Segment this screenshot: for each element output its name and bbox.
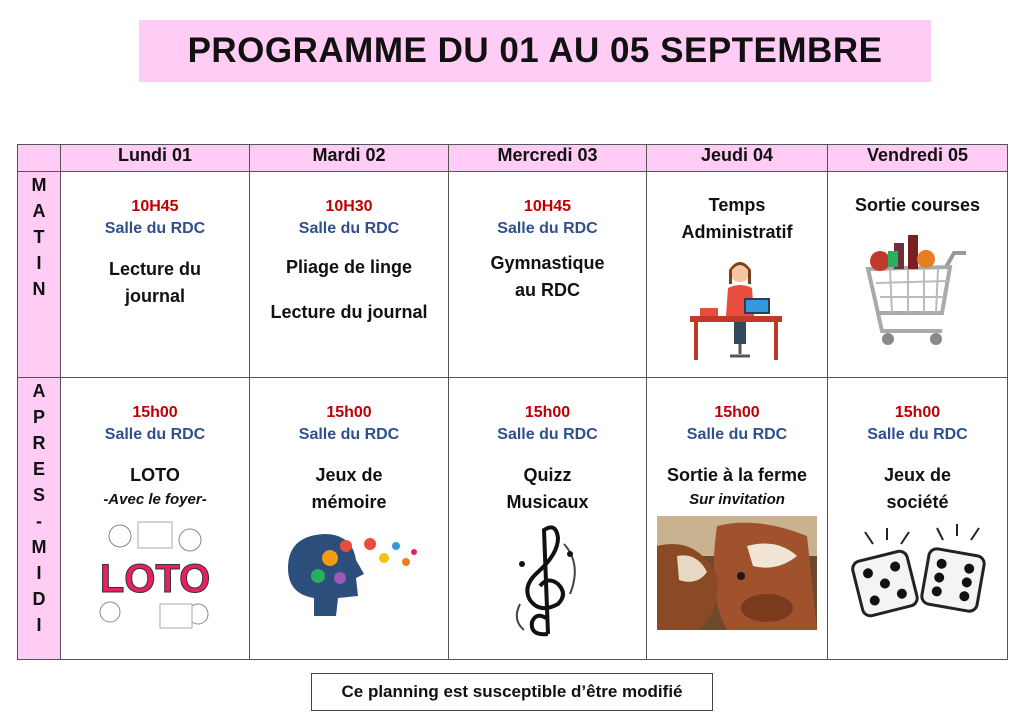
activity-name: Sortie courses: [854, 195, 981, 215]
activity-time: 10H45: [523, 198, 572, 215]
activity-name: mémoire: [311, 492, 387, 512]
activity-name: Musicaux: [506, 492, 589, 512]
activity-time: 15h00: [524, 404, 571, 421]
activity-note: -Avec le foyer-: [103, 491, 207, 508]
period-letter: P: [32, 407, 45, 427]
shopping-cart-icon: [858, 227, 978, 351]
activity-room: Salle du RDC: [298, 426, 400, 443]
activity-name: Administratif: [681, 222, 793, 242]
activity-time: 15h00: [894, 404, 941, 421]
activity-name: Sortie à la ferme: [666, 465, 808, 485]
day-header-monday: Lundi 01: [61, 145, 250, 172]
loto-picture-text: LOTO: [99, 557, 211, 601]
title-banner: [139, 20, 931, 82]
activity-time: 15h00: [326, 404, 372, 421]
activity-name: journal: [124, 286, 185, 306]
activity-time: 15h00: [132, 404, 178, 421]
page-title: PROGRAMME DU 01 AU 05 SEPTEMBRE: [187, 31, 883, 70]
activity-room: Salle du RDC: [298, 220, 400, 237]
cell-friday-morning: [828, 172, 1008, 378]
loto-icon: [90, 516, 220, 636]
activity-room: Salle du RDC: [867, 426, 968, 443]
cell-friday-afternoon: [828, 378, 1008, 660]
period-letter: A: [32, 381, 46, 401]
period-letter: I: [36, 253, 42, 273]
period-letter: N: [32, 279, 46, 299]
period-letter: M: [31, 175, 47, 195]
morning-row: [18, 172, 1008, 378]
brain-gears-icon: [274, 524, 424, 624]
treble-clef-icon: [508, 524, 588, 642]
activity-name: Gymnastique: [490, 253, 605, 273]
activity-name: au RDC: [514, 280, 580, 300]
activity-room: Salle du RDC: [104, 426, 206, 443]
period-letter: E: [32, 459, 45, 479]
activity-time: 10H30: [325, 198, 373, 215]
activity-name: Jeux de: [315, 465, 383, 485]
activity-room: Salle du RDC: [497, 426, 598, 443]
activity-room: Salle du RDC: [104, 220, 206, 237]
cow-photo: [657, 516, 817, 630]
schedule-table: [17, 144, 1008, 660]
day-header-tuesday: Mardi 02: [250, 145, 449, 172]
period-label-morning: [18, 172, 61, 378]
period-letter: -: [36, 511, 42, 531]
period-letter: A: [32, 201, 46, 221]
activity-time: 10H45: [131, 198, 179, 215]
office-worker-icon: [682, 254, 792, 364]
period-letter: M: [31, 537, 47, 557]
day-header-friday: Vendredi 05: [828, 145, 1008, 172]
footer-notice: Ce planning est susceptible d’être modifié: [311, 673, 713, 711]
activity-name: Jeux de: [883, 465, 952, 485]
activity-name: LOTO: [130, 465, 180, 485]
activity-name: Lecture du: [108, 259, 201, 279]
corner-cell: [18, 145, 61, 172]
cell-tuesday-afternoon: [250, 378, 449, 660]
cell-wednesday-morning: [449, 172, 647, 378]
activity-time: 15h00: [714, 404, 760, 421]
period-letter: R: [32, 433, 46, 453]
period-letter: I: [36, 563, 42, 583]
cell-tuesday-morning: [250, 172, 449, 378]
cell-thursday-morning: [647, 172, 828, 378]
cell-wednesday-afternoon: [449, 378, 647, 660]
cell-monday-morning: [61, 172, 250, 378]
dice-icon: [843, 524, 993, 620]
period-letter: I: [36, 615, 42, 635]
activity-name: Quizz: [523, 465, 572, 485]
cell-monday-afternoon: [61, 378, 250, 660]
activity-name: Lecture du journal: [270, 302, 428, 322]
period-letter: S: [32, 485, 45, 505]
header-row: [18, 145, 1008, 172]
cell-thursday-afternoon: [647, 378, 828, 660]
activity-name: Pliage de linge: [285, 257, 413, 277]
activity-room: Salle du RDC: [497, 220, 598, 237]
period-letter: D: [32, 589, 46, 609]
activity-name: société: [886, 492, 949, 512]
period-label-afternoon: [18, 378, 61, 660]
day-header-thursday: Jeudi 04: [647, 145, 828, 172]
afternoon-row: [18, 378, 1008, 660]
day-header-wednesday: Mercredi 03: [449, 145, 647, 172]
period-letter: T: [33, 227, 45, 247]
activity-note: Sur invitation: [689, 491, 785, 508]
activity-room: Salle du RDC: [686, 426, 788, 443]
activity-name: Temps: [708, 195, 766, 215]
